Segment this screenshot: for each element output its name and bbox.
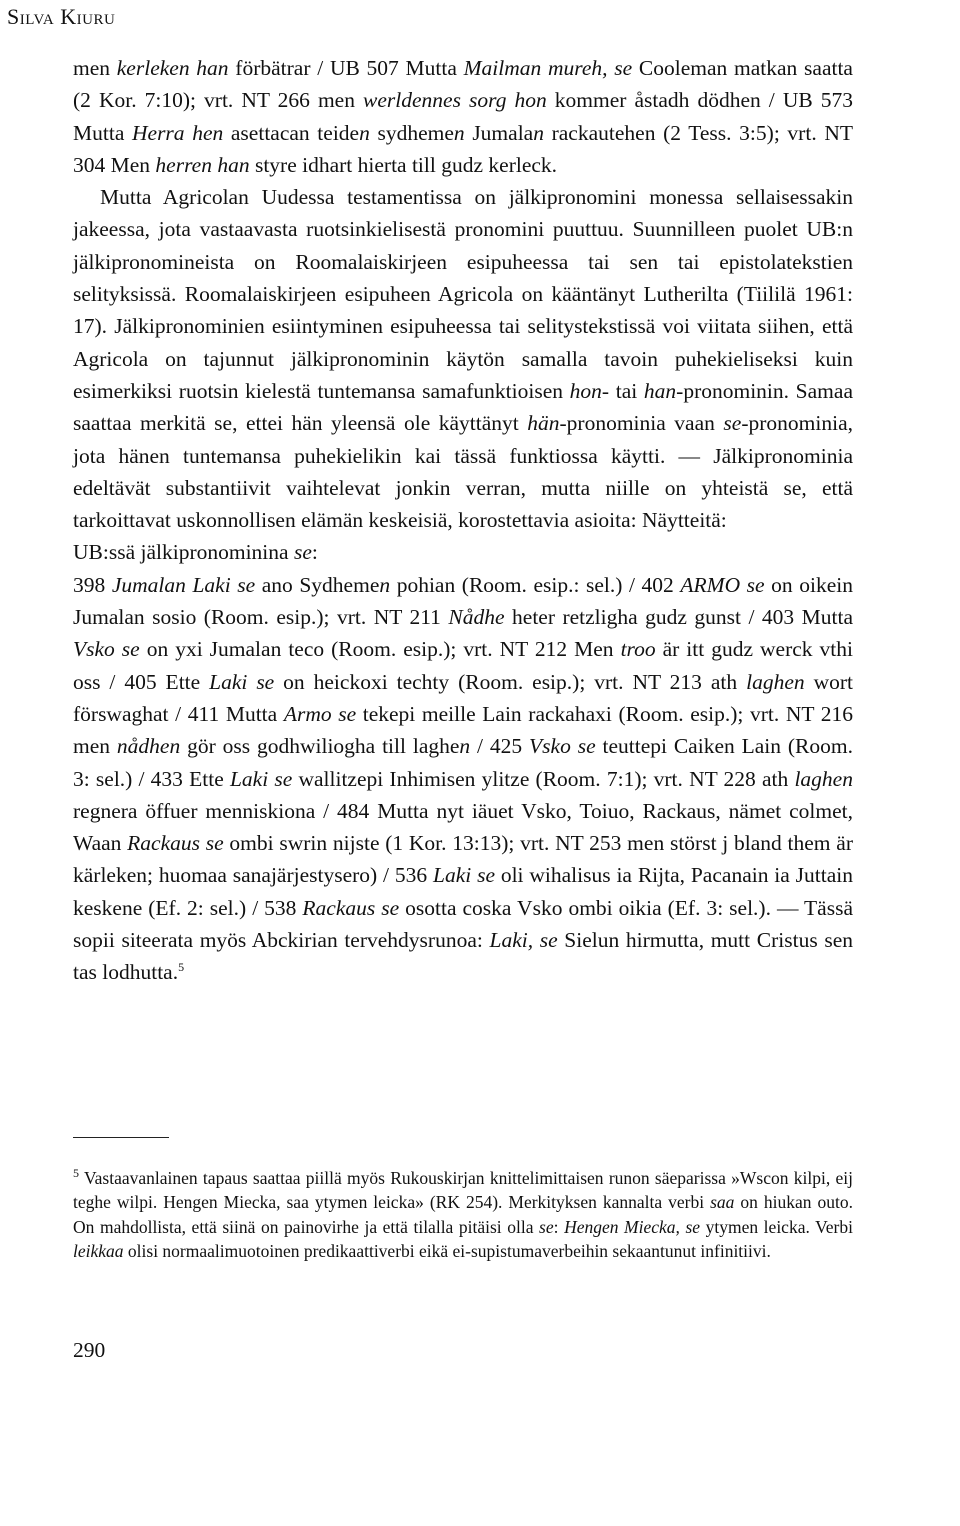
running-head: Silva Kiuru [7,4,116,29]
italic-text: hän [527,411,560,436]
italic-text: saa [710,1192,735,1213]
italic-text: Jumalan Laki se [111,572,256,597]
italic-text: Laki se [433,863,495,888]
italic-text: Rackaus se [127,831,224,856]
italic-text: Rackaus se [302,895,400,920]
italic-text: Vsko se [73,637,140,662]
italic-text: Armo se [283,701,357,726]
italic-text: laghen [794,766,853,791]
footnote-text [73,1166,853,1264]
footnote-mark: 5 [73,1166,79,1181]
examples-paragraph: 398 Jumalan Laki se ano Sydhemen pohian (Room. esip.: sel.) / 402 ARMO se on oikein Jumalan sosio (Room. esip.); vrt. NT 211 Nådhe heter retzligha gudz gunst / 403 Mutta Vsko se on yxi Jumalan teco (Room. esip.); vrt. NT 212 Men troo är itt gudz werck vthi oss / 405 Ette Laki se on heickoxi techty (Room. esip.); vrt. NT 213 ath laghen wort förswaghat / 411 Mutta Armo se tekepi meille Lain rackahaxi (Room. esip.); vrt. NT 216 men nådhen gör oss godhwiliogha till laghen / 425 Vsko se teuttepi Caiken Lain (Room. 3: sel.) / 433 Ette Laki se wallitzepi Inhimisen ylitze (Room. 7:1); vrt. NT 228 ath laghen regnera öffuer menniskiona / 484 Mutta nyt iäuet Vsko, Toiuo, Rackaus, nämet colmet, Waan Rackaus se ombi swrin nijste (1 Kor. 13:13); vrt. NT 253 men störst j bland them är kärleken; huomaa sanajärjestysero) / 536 Laki se oli wihalisus ia Rijta, Pacanain ia Juttain keskene (Ef. 2: sel.) / 538 Rackaus se osotta coska Vsko ombi oikia (Ef. 3: sel.). — Tässä sopii siteerata myös Abckirian tervehdysrunoa: Laki, se Sielun hirmutta, mutt Cristus sen tas lodhutta.$^5$ [73,572,854,985]
italic-text: Laki, se [489,928,558,953]
italic-text: ARMO se [680,572,765,597]
italic-text: Laki se [209,669,275,694]
italic-text: n [533,120,544,145]
footnote-body: Vastaavanlainen tapaus saattaa piillä myös Rukouskirjan knittelimittaisen runon säeparissa »Wscon kilpi, eij teghe wilpi. Hengen Miecka, saa ytymen leicka» (RK 254). Merkityksen kannalta verbi saa on hiukan outo. On mahdollista, että siinä on painovirhe ja että tilalla pitäisi olla se: Hengen Miecka, se ytymen leicka. Verbi leikkaa olisi normaalimuotoinen predikaattiverbi eikä ei-supistumaverbeihin sekaantunut infinitiivi. [73,1168,853,1262]
italic-text: n [459,734,471,759]
body-text [73,52,853,989]
italic-text: hon- [569,378,610,403]
italic-text: se [539,1216,554,1237]
italic-text: werldennes sorg hon [363,88,547,113]
italic-text: Laki se [229,766,293,791]
italic-text: n [359,120,370,145]
page-number: 290 [73,1338,106,1362]
footnote-reference: 5 [178,960,185,975]
italic-text: leikkaa [73,1241,124,1262]
italic-text: n [379,572,391,597]
italic-text: kerleken han [116,56,229,80]
italic-text: n [453,120,465,145]
italic-text: Mailman mureh, se [463,56,633,80]
italic-text: se [293,540,312,565]
italic-text: troo [620,637,656,662]
italic-text: se [723,411,742,436]
examples-heading: UB:ssä jälkipronominina se: [73,540,318,565]
italic-text: han [643,378,677,403]
italic-text: herren han [155,152,250,177]
paragraph-1: men kerleken han förbätrar / UB 507 Mutta Mailman mureh, se Cooleman matkan saatta (2 Kor. 7:10); vrt. NT 266 men werldennes sorg hon kommer åstadh dödhen / UB 573 Mutta Herra hen asettacan teiden sydhemen Jumalan rackautehen (2 Tess. 3:5); vrt. NT 304 Men herren han styre idhart hierta till gudz kerleck. [73,56,853,177]
italic-text: Nådhe [448,605,505,630]
footnote [73,1166,853,1264]
paragraph-2: Mutta Agricolan Uudessa testamentissa on jälkipronomini monessa sellaisessakin jakeessa, jota vastaavasta ruotsinkielisestä pronomini puuttuu. Suunnilleen puolet UB:n jälkipronomineista on Roomalaiskirjeen esipuheessa tai sen tai epistolatekstien selityksissä. Roomalaiskirjeen esipuheen Agricola on kääntänyt Lutherilta (Tiililä 1961: 17). Jälkipronominien esiintyminen esipuheessa tai selitystekstissä voi viitata siihen, että Agricola on tajunnut jälkipronominin käytön samalla tavoin puhekieliseksi kuin esimerkiksi ruotsin kielestä tuntemansa samafunktioisen hon- tai han-pronominin. Samaa saattaa merkitä se, ettei hän yleensä ole käyttänyt hän-pronominia vaan se-pronominia, jota hänen tuntemansa puhekielikin kai tässä funktiossa käytti. — Jälkipronominia edeltävät substantiivit vaihtelevat jonkin verran, mutta niille on yhteistä se, että tarkoittavat uskonnollisen elämän keskeisiä, korostettavia asioita: Näytteitä: [73,185,853,533]
italic-text: Hengen Miecka, se [564,1216,701,1237]
italic-text: laghen [746,669,805,694]
italic-text: Vsko se [529,734,596,759]
footnote-divider [73,1137,169,1138]
italic-text: nådhen [116,734,181,759]
italic-text: Herra hen [132,120,224,145]
